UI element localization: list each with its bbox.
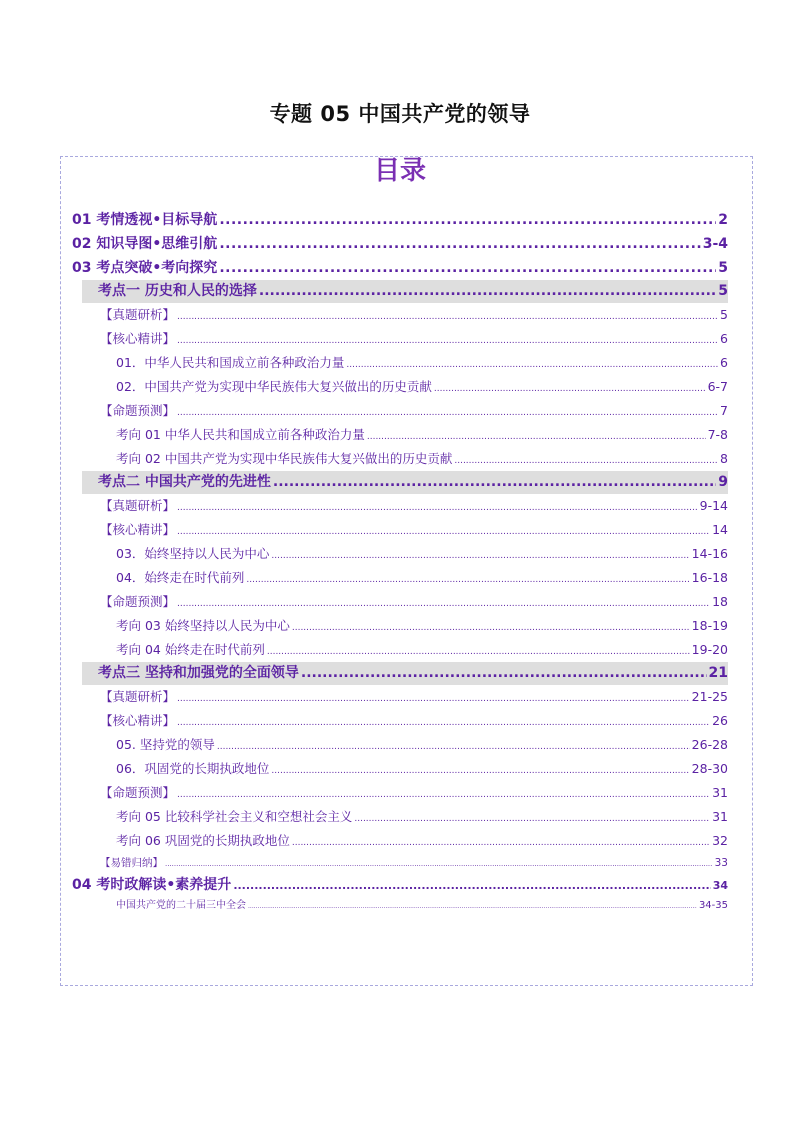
toc-entry-page: 6 (720, 331, 728, 346)
toc-entry-page: 28-30 (691, 761, 728, 776)
toc-entry-page: 26 (712, 713, 728, 728)
toc-dot-leader (259, 280, 716, 303)
toc-entry[interactable] (72, 733, 728, 757)
toc-entry-label: 【易错归纳】 (100, 857, 163, 869)
toc-dot-leader (219, 232, 700, 256)
toc-dot-leader (301, 662, 707, 685)
toc-entry-label: 考点一 历史和人民的选择 (98, 283, 257, 299)
toc-dot-leader (246, 568, 689, 590)
toc-entry-page: 14 (712, 522, 728, 537)
toc-dot-leader (165, 854, 713, 873)
toc-entry-label: 【命题预测】 (100, 403, 176, 418)
toc-entry-page: 21 (708, 665, 728, 681)
toc-entry[interactable] (72, 423, 728, 447)
toc-entry-label: 01 考情透视•目标导航 (72, 212, 218, 228)
toc-entry-label: 02．中国共产党为实现中华民族伟大复兴做出的历史贡献 (116, 379, 432, 394)
toc-entry[interactable] (72, 614, 728, 638)
toc-entry-label: 03 考点突破•考向探究 (72, 260, 218, 276)
toc-dot-leader (434, 377, 706, 399)
toc-dot-leader (267, 640, 690, 662)
toc-entry-page: 5 (718, 283, 728, 299)
toc-entry-page: 3-4 (702, 236, 728, 252)
toc-entry[interactable] (72, 303, 728, 327)
toc-dot-leader (354, 807, 710, 829)
toc-entry[interactable] (72, 399, 728, 423)
toc-entry-page: 26-28 (691, 737, 728, 752)
toc-dot-leader (177, 401, 718, 423)
toc-entry[interactable] (72, 853, 728, 873)
toc-entry-label: 04 考时政解读•素养提升 (72, 877, 232, 893)
toc-entry[interactable] (72, 351, 728, 375)
document-title: 专题 05 中国共产党的领导 (269, 102, 531, 126)
toc-entry-label: 【核心精讲】 (100, 713, 176, 728)
toc-entry[interactable] (72, 685, 728, 709)
toc-entry[interactable] (72, 542, 728, 566)
toc-dot-leader (454, 449, 718, 471)
toc-entry-page: 5 (720, 307, 728, 322)
toc-entry-page: 34-35 (698, 900, 728, 911)
toc-entry-label: 考向 04 始终走在时代前列 (116, 642, 265, 657)
toc-dot-leader (177, 783, 710, 805)
toc-dot-leader (177, 711, 710, 733)
toc-dot-leader (177, 592, 710, 614)
toc-dot-leader (219, 256, 716, 280)
toc-entry-label: 中国共产党的二十届三中全会 (116, 900, 246, 911)
toc-dot-leader (177, 305, 718, 327)
toc-dot-leader (177, 687, 690, 709)
toc-dot-leader (367, 425, 706, 447)
toc-dot-leader (271, 544, 689, 566)
toc-entry-page: 9 (718, 474, 728, 490)
toc-dot-leader (233, 874, 710, 897)
toc-entry-page: 9-14 (699, 498, 728, 513)
toc-entry[interactable] (72, 709, 728, 733)
toc-entry-label: 03．始终坚持以人民为中心 (116, 546, 270, 561)
toc-entry-label: 【真题研析】 (100, 498, 176, 513)
toc-entry[interactable] (82, 662, 728, 685)
toc-entry[interactable] (72, 829, 728, 853)
toc-entry[interactable] (72, 781, 728, 805)
toc-entry-label: 05. 坚持党的领导 (116, 737, 215, 752)
toc-entry-page: 18-19 (691, 618, 728, 633)
toc-entry-label: 考向 06 巩固党的长期执政地位 (116, 833, 290, 848)
toc-entry-page: 19-20 (691, 642, 728, 657)
toc-entry-page: 31 (712, 809, 728, 824)
toc-entry-page: 18 (712, 594, 728, 609)
toc-entry[interactable] (82, 280, 728, 303)
toc-entry-label: 考向 01 中华人民共和国成立前各种政治力量 (116, 427, 365, 442)
toc-dot-leader (346, 353, 718, 375)
toc-entry-label: 【核心精讲】 (100, 331, 176, 346)
toc-dot-leader (177, 496, 698, 518)
toc-entry-label: 【真题研析】 (100, 689, 176, 704)
toc-entry-page: 8 (720, 451, 728, 466)
toc-dot-leader (248, 898, 697, 915)
toc-dot-leader (217, 735, 690, 757)
toc-entry-page: 2 (718, 212, 728, 228)
toc-entry[interactable] (82, 471, 728, 494)
toc-entry[interactable] (72, 256, 728, 280)
toc-entry-page: 21-25 (691, 689, 728, 704)
toc-dot-leader (219, 208, 716, 232)
toc-entry-label: 考点二 中国共产党的先进性 (98, 474, 271, 490)
toc-entry-page: 7 (720, 403, 728, 418)
toc-entry-page: 6-7 (707, 379, 728, 394)
toc-entry-page: 33 (714, 857, 728, 869)
toc-entry[interactable] (72, 590, 728, 614)
toc-entry-label: 考向 05 比较科学社会主义和空想社会主义 (116, 809, 353, 824)
toc-entry[interactable] (72, 375, 728, 399)
table-of-contents (72, 208, 728, 915)
toc-entry-label: 【命题预测】 (100, 785, 176, 800)
toc-entry[interactable] (72, 566, 728, 590)
toc-entry[interactable] (72, 327, 728, 351)
toc-entry-label: 04．始终走在时代前列 (116, 570, 245, 585)
toc-entry[interactable] (72, 518, 728, 542)
toc-dot-leader (177, 329, 718, 351)
toc-entry[interactable] (72, 873, 728, 897)
toc-dot-leader (177, 520, 710, 542)
toc-entry-page: 31 (712, 785, 728, 800)
toc-entry[interactable] (72, 757, 728, 781)
toc-entry-page: 34 (712, 879, 728, 892)
toc-dot-leader (292, 616, 690, 638)
toc-entry-label: 【命题预测】 (100, 594, 176, 609)
toc-entry-label: 02 知识导图•思维引航 (72, 236, 218, 252)
toc-entry-label: 考向 03 始终坚持以人民为中心 (116, 618, 290, 633)
toc-entry-label: 考点三 坚持和加强党的全面领导 (98, 665, 299, 681)
toc-entry-label: 考向 02 中国共产党为实现中华民族伟大复兴做出的历史贡献 (116, 451, 453, 466)
toc-dot-leader (271, 759, 689, 781)
toc-entry-page: 5 (718, 260, 728, 276)
toc-entry[interactable] (72, 805, 728, 829)
toc-entry-page: 14-16 (691, 546, 728, 561)
toc-entry-label: 01．中华人民共和国成立前各种政治力量 (116, 355, 345, 370)
toc-entry[interactable] (72, 208, 728, 232)
toc-entry[interactable] (72, 897, 728, 915)
toc-entry-page: 6 (720, 355, 728, 370)
toc-dot-leader (273, 471, 716, 494)
toc-entry-label: 【核心精讲】 (100, 522, 176, 537)
toc-entry[interactable] (72, 638, 728, 662)
toc-entry[interactable] (72, 494, 728, 518)
toc-entry-label: 06．巩固党的长期执政地位 (116, 761, 270, 776)
toc-entry-page: 7-8 (707, 427, 728, 442)
toc-heading: 目录 (373, 156, 426, 186)
toc-entry[interactable] (72, 447, 728, 471)
toc-entry-label: 【真题研析】 (100, 307, 176, 322)
toc-entry-page: 32 (712, 833, 728, 848)
toc-entry[interactable] (72, 232, 728, 256)
toc-dot-leader (292, 831, 710, 853)
toc-entry-page: 16-18 (691, 570, 728, 585)
